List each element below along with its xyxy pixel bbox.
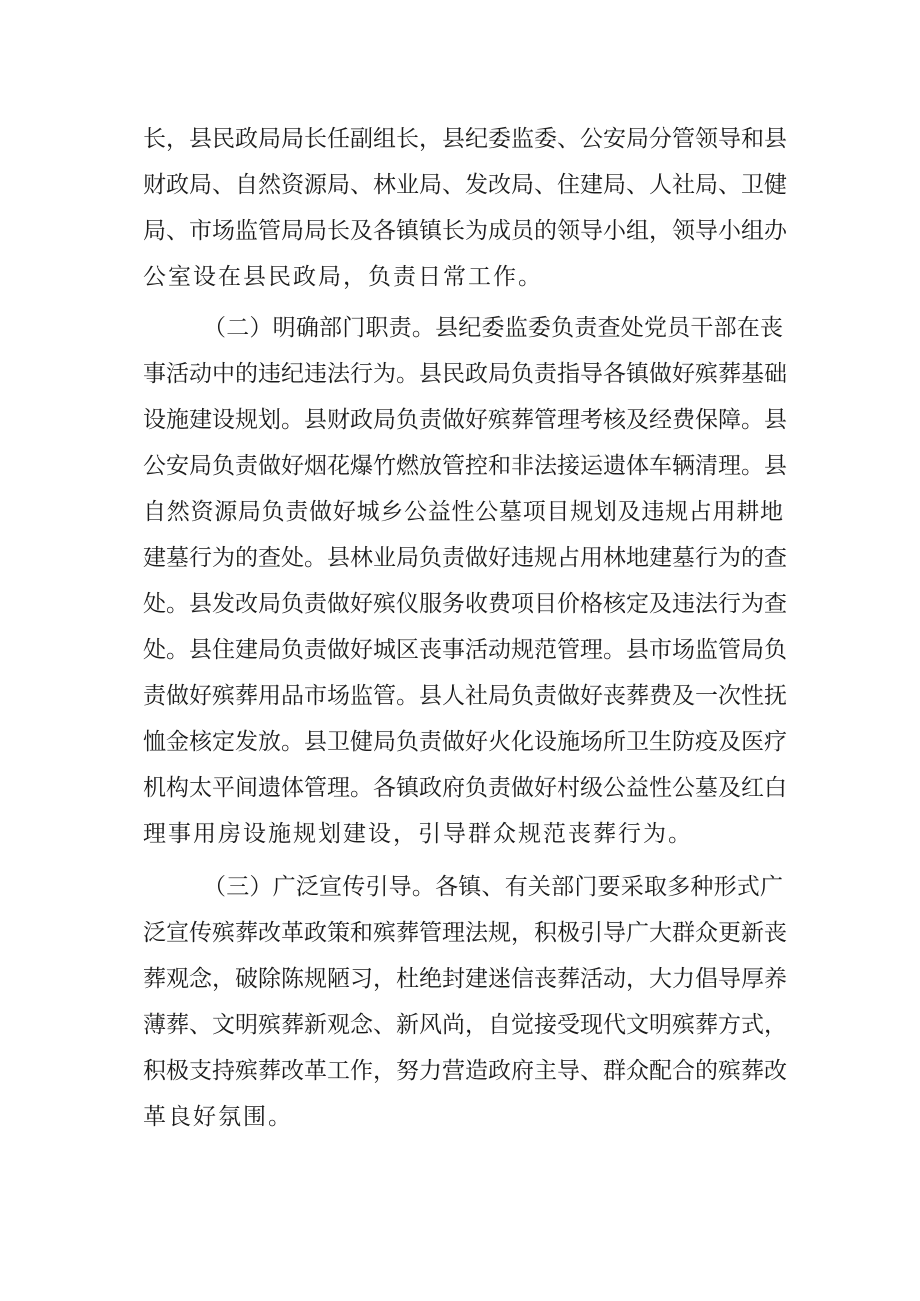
text-line: 公室设在县民政局，负责日常工作。 <box>143 264 543 290</box>
text-line: 局、市场监管局局长及各镇镇长为成员的领导小组，领导小组办 <box>143 218 787 244</box>
text-line: 公安局负责做好烟花爆竹燃放管控和非法接运遗体车辆清理。县 <box>143 453 787 479</box>
paragraph-heading-line: （二）明确部门职责。县纪委监委负责查处党员干部在丧 <box>203 315 783 341</box>
text-line: 事活动中的违纪违法行为。县民政局负责指导各镇做好殡葬基础 <box>143 361 787 387</box>
text-line: 处。县发改局负责做好殡仪服务收费项目价格核定及违法行为查 <box>143 591 787 617</box>
text-line: 责做好殡葬用品市场监管。县人社局负责做好丧葬费及一次性抚 <box>143 683 787 709</box>
text-line: 设施建设规划。县财政局负责做好殡葬管理考核及经费保障。县 <box>143 407 787 433</box>
text-line: 处。县住建局负责做好城区丧事活动规范管理。县市场监管局负 <box>143 637 787 663</box>
text-line: 理事用房设施规划建设，引导群众规范丧葬行为。 <box>143 821 693 847</box>
text-line: 自然资源局负责做好城乡公益性公墓项目规划及违规占用耕地 <box>143 499 783 525</box>
text-line: 恤金核定发放。县卫健局负责做好火化设施场所卫生防疫及医疗 <box>143 729 787 755</box>
text-line: 薄葬、文明殡葬新观念、新风尚，自觉接受现代文明殡葬方式， <box>143 1012 787 1038</box>
text-line: 机构太平间遗体管理。各镇政府负责做好村级公益性公墓及红白 <box>143 775 787 801</box>
text-line: 建墓行为的查处。县林业局负责做好违规占用林地建墓行为的查 <box>143 545 787 571</box>
text-line: 葬观念，破除陈规陋习，杜绝封建迷信丧葬活动，大力倡导厚养 <box>143 966 787 992</box>
paragraph-heading-line: （三）广泛宣传引导。各镇、有关部门要采取多种形式广 <box>203 874 783 900</box>
text-line: 长，县民政局局长任副组长，县纪委监委、公安局分管领导和县 <box>143 126 787 152</box>
text-line: 泛宣传殡葬改革政策和殡葬管理法规，积极引导广大群众更新丧 <box>143 920 787 946</box>
text-line: 革良好氛围。 <box>143 1104 293 1130</box>
text-line: 财政局、自然资源局、林业局、发改局、住建局、人社局、卫健 <box>143 172 787 198</box>
text-line: 积极支持殡葬改革工作，努力营造政府主导、群众配合的殡葬改 <box>143 1058 787 1084</box>
